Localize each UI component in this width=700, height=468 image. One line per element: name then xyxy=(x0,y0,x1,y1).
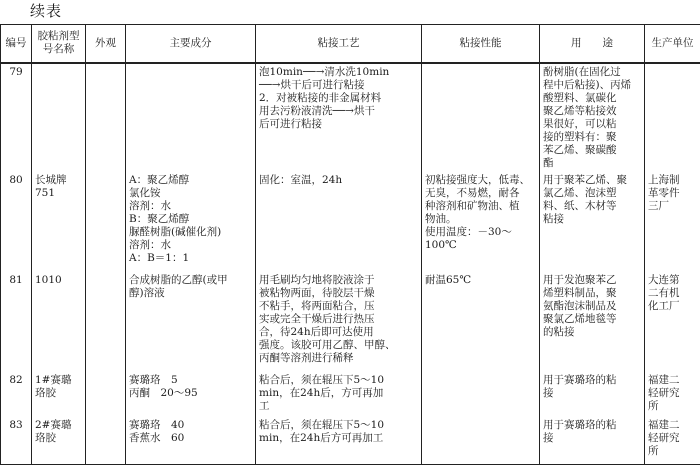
header-producer: 生产单位 xyxy=(645,25,700,63)
cell-appearance xyxy=(86,372,126,417)
cell-components: 合成树脂的乙醇(或甲 醇)溶液 xyxy=(126,272,256,372)
table-row xyxy=(1,272,700,372)
cell-name: 长城牌 751 xyxy=(32,172,86,272)
cell-process: 粘合后，须在辊压下5～10 min，在24h后方可再加工 xyxy=(256,417,422,465)
cell-no: 79 xyxy=(1,63,32,172)
cell-usage: 酚树脂(在固化过 程中后粘接)、丙烯 酸塑料、氯碳化 聚乙烯等粘接效 果很好，可以粘 接的塑料有：聚 苯乙烯、聚碳酸 酯 xyxy=(540,63,645,172)
header-name: 胶粘剂型号名称 xyxy=(32,25,86,63)
table-caption: 续表 xyxy=(30,2,63,20)
table-row xyxy=(1,417,700,465)
cell-usage: 用于赛璐珞的粘 接 xyxy=(540,417,645,465)
table-row xyxy=(1,63,700,172)
cell-performance xyxy=(422,63,540,172)
table-row xyxy=(1,372,700,417)
cell-appearance xyxy=(86,172,126,272)
header-process: 粘接工艺 xyxy=(256,25,422,63)
cell-usage: 用于发泡聚苯乙 烯塑料制品，聚 氨酯泡沫制品及 聚氯乙烯地毯等 的粘接 xyxy=(540,272,645,372)
table-row xyxy=(1,172,700,272)
cell-appearance xyxy=(86,272,126,372)
cell-appearance xyxy=(86,63,126,172)
cell-no: 83 xyxy=(1,417,32,465)
cell-performance: 耐温65℃ xyxy=(422,272,540,372)
cell-components: 赛璐珞 5 丙酮 20～95 xyxy=(126,372,256,417)
header-appearance: 外观 xyxy=(86,25,126,63)
cell-name: 1#赛璐 珞胶 xyxy=(32,372,86,417)
cell-process: 粘合后，须在辊压下5～10 min，在24h后，方可再加 工 xyxy=(256,372,422,417)
cell-no: 80 xyxy=(1,172,32,272)
header-row xyxy=(1,25,700,63)
cell-producer: 上海制 革零件 三厂 xyxy=(645,172,700,272)
cell-name: 1010 xyxy=(32,272,86,372)
cell-usage: 用于聚苯乙烯、聚 氯乙烯、泡沫塑 料、纸、木材等 粘接 xyxy=(540,172,645,272)
cell-usage: 用于赛璐珞的粘 接 xyxy=(540,372,645,417)
cell-producer xyxy=(645,63,700,172)
header-performance: 粘接性能 xyxy=(422,25,540,63)
cell-components xyxy=(126,63,256,172)
cell-process: 用毛刷均匀地将胶液涂于 被粘物两面，待胶层干燥 不粘手，将两面粘合，压 实或完全干燥后进行热压 合，待24h后即可达使用 强度。该胶可用乙醇、甲醇、 丙酮等溶剂进行稀释 xyxy=(256,272,422,372)
cell-name: 2#赛璐 珞胶 xyxy=(32,417,86,465)
cell-name xyxy=(32,63,86,172)
cell-process: 固化：室温，24h xyxy=(256,172,422,272)
cell-no: 82 xyxy=(1,372,32,417)
cell-producer: 福建二 轻研究 所 xyxy=(645,372,700,417)
header-components: 主要成分 xyxy=(126,25,256,63)
cell-no: 81 xyxy=(1,272,32,372)
header-usage: 用 途 xyxy=(540,25,645,63)
header-no: 编号 xyxy=(1,25,32,63)
cell-producer: 大连第 二有机 化工厂 xyxy=(645,272,700,372)
cell-process: 泡10min──→清水洗10min ──→烘干后可进行粘接 2．对被粘接的非金属材料 用去污粉液清洗──→烘干 后可进行粘接 xyxy=(256,63,422,172)
adhesive-table xyxy=(0,24,700,465)
cell-performance xyxy=(422,372,540,417)
cell-components: A：聚乙烯醇 氯化铵 溶剂：水 B：聚乙烯醇 脲醛树脂(碱催化剂) 溶剂：水 A：B＝1：1 xyxy=(126,172,256,272)
cell-components: 赛璐珞 40 香蕉水 60 xyxy=(126,417,256,465)
cell-performance: 初粘接强度大，低毒、 无臭，不易燃，耐各 种溶剂和矿物油、植 物油。 使用温度：－30～ 100℃ xyxy=(422,172,540,272)
cell-producer: 福建二 轻研究 所 xyxy=(645,417,700,465)
cell-appearance xyxy=(86,417,126,465)
cell-performance xyxy=(422,417,540,465)
